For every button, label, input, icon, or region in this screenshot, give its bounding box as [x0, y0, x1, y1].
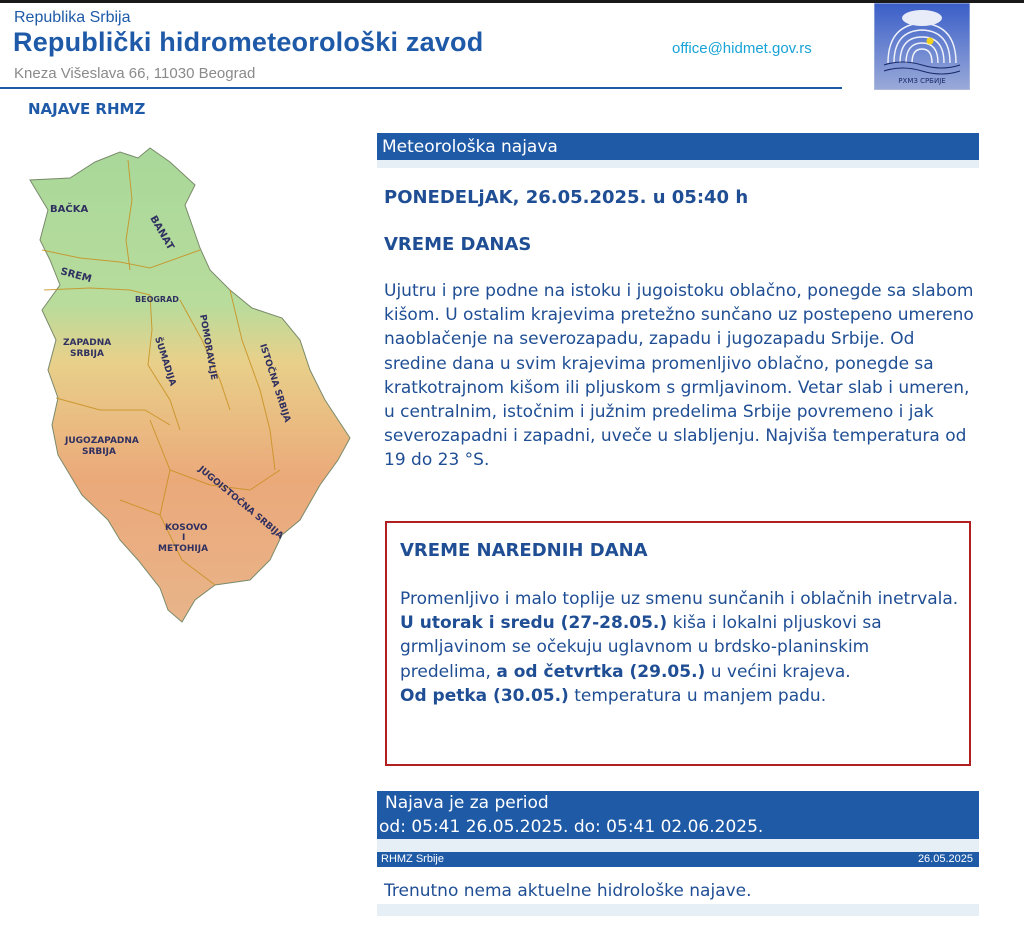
next-days-p2-bold: Od petka (30.05.) — [400, 685, 569, 706]
hydro-notice — [377, 867, 979, 904]
next-days-p1-bold2: a od četvrtka (29.05.) — [496, 661, 706, 682]
next-days-p1-bold: U utorak i sredu (27-28.05.) — [400, 613, 668, 634]
header-title[interactable]: Republički hidrometeorološki zavod — [13, 27, 484, 57]
map-label-jugozapadna-1: JUGOZAPADNA — [65, 436, 139, 446]
forecast-date: PONEDELjAK, 26.05.2025. u 05:40 h — [384, 187, 749, 208]
map-label-srem: SREM — [59, 266, 93, 286]
hydro-strip — [377, 904, 979, 916]
next-days-title: VREME NAREDNIH DANA — [400, 540, 648, 561]
next-days-p1-text: kiša i lokalni pljuskovi sa grmljavinom se očekuju uglavnom u brdsko-planinskim predelima, — [400, 613, 882, 682]
top-border — [0, 0, 1024, 3]
logo-text: РХМЗ СРБИЈЕ — [898, 77, 946, 85]
section-strip — [377, 160, 979, 168]
serbia-regions-map[interactable] — [20, 140, 365, 630]
map-label-backa: BAČKA — [50, 204, 89, 215]
footer-source: RHMZ Srbije — [381, 853, 444, 865]
map-label-pomoravlje: POMORAVLJE — [197, 313, 219, 381]
next-days-p1-text2: u većini krajeva. — [705, 661, 851, 682]
hydro-notice-text: Trenutno nema aktuelne hidrološke najave. — [384, 881, 752, 901]
header-country: Republika Srbija — [14, 9, 131, 26]
email-link[interactable]: office@hidmet.gov.rs — [672, 40, 812, 57]
next-days-intro: Promenljivo i malo toplije uz smenu sunčanih i oblačnih inetrvala. — [400, 589, 959, 609]
map-label-jugozapadna-2: SRBIJA — [82, 447, 116, 457]
today-title: VREME DANAS — [384, 234, 532, 255]
header-divider — [0, 87, 842, 89]
map-label-kosovo-3: METOHIJA — [158, 544, 209, 554]
period-range: od: 05:41 26.05.2025. do: 05:41 02.06.2025. — [379, 817, 764, 837]
map-label-zapadna-1: ZAPADNA — [63, 338, 112, 348]
sidebar-heading[interactable]: NAJAVE RHMZ — [28, 100, 146, 118]
rhmz-logo[interactable] — [874, 3, 970, 90]
map-label-sumadija: ŠUMADIJA — [152, 335, 178, 388]
section-title-bar: Meteorološka najava — [377, 133, 979, 160]
map-label-banat: BANAT — [147, 214, 176, 252]
next-days-text — [400, 587, 960, 708]
map-label-kosovo-2: I — [182, 533, 186, 543]
period-strip — [377, 839, 979, 852]
today-text: Ujutru i pre podne na istoku i jugoistoku oblačno, ponegde sa slabom kišom. U ostalim krajevima pretežno sunčano uz postepeno umereno naoblačenje na severozapadu, zapadu i jugozapadu Srbije. Od sredine dana u svim krajevima promenljivo oblačno, ponegde sa kratkotrajnom kišom ili pljuskom s grmljavinom. Vetar slab i umeren, u centralnim, istočnim i južnim predelima Srbije povremeno i jak severozapadni i zapadni, uveče u slabljenju. Najviša temperatura od 19 do 23 °S. — [384, 281, 974, 471]
footer-bar — [377, 852, 979, 867]
map-label-zapadna-2: SRBIJA — [70, 349, 104, 359]
next-days-box — [385, 521, 971, 766]
next-days-p2-text: temperatura u manjem padu. — [568, 685, 827, 706]
header-address: Kneza Višeslava 66, 11030 Beograd — [14, 65, 256, 82]
footer-date: 26.05.2025 — [917, 853, 973, 865]
map-label-jugoistocna: JUGOISTOČNA SRBIJA — [196, 464, 285, 542]
period-bar — [377, 791, 979, 839]
map-label-kosovo-1: KOSOVO — [165, 523, 208, 533]
map-label-istocna: ISTOČNA SRBIJA — [257, 342, 292, 424]
map-label-beograd: BEOGRAD — [135, 295, 179, 304]
forecast-column — [377, 133, 979, 473]
period-label: Najava je za period — [385, 793, 549, 813]
